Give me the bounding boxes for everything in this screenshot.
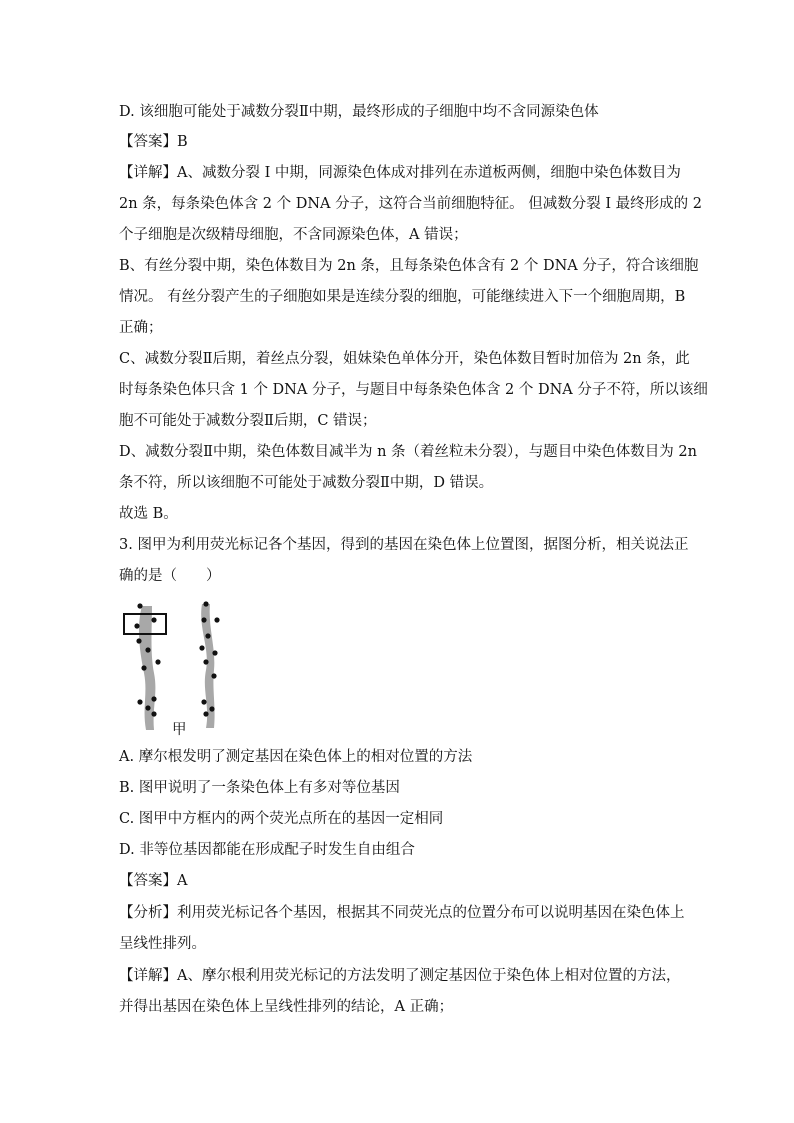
text-line: 情况。 有丝分裂产生的子细胞如果是连续分裂的细胞，可能继续进入下一个细胞周期，B — [119, 289, 686, 305]
text-line: 个子细胞是次级精母细胞，不含同源染色体，A 错误； — [119, 227, 468, 243]
answer-line: 【答案】B — [119, 134, 188, 150]
text-line: 正确； — [119, 320, 163, 336]
question-stem: 3. 图甲为利用荧光标记各个基因，得到的基因在染色体上位置图，据图分析，相关说法正 — [119, 537, 689, 553]
option-a: A. 摩尔根发明了测定基因在染色体上的相对位置的方法 — [119, 749, 473, 765]
text-line: D、减数分裂Ⅱ中期，染色体数目减半为 n 条（着丝粒未分裂），与题目中染色体数目为 2n — [119, 444, 697, 460]
text-line: C、减数分裂Ⅱ后期，着丝点分裂，姐妹染色单体分开，染色体数目暂时加倍为 2n 条，此 — [119, 351, 690, 367]
question-stem: 确的是（ ） — [119, 568, 221, 584]
chromosome-figure — [118, 598, 228, 738]
option-d: D. 非等位基因都能在形成配子时发生自由组合 — [119, 842, 415, 858]
analysis-line: 【分析】利用荧光标记各个基因，根据其不同荧光点的位置分布可以说明基因在染色体上 — [119, 905, 685, 921]
text-line: 故选 B。 — [119, 506, 178, 522]
text-line: B、有丝分裂中期，染色体数目为 2n 条，且每条染色体含有 2 个 DNA 分子，符合该细胞 — [119, 258, 699, 274]
analysis-line: 呈线性排列。 — [119, 936, 206, 952]
text-line: 条不符，所以该细胞不可能处于减数分裂Ⅱ中期，D 错误。 — [119, 475, 494, 491]
text-line: 2n 条，每条染色体含 2 个 DNA 分子，这符合当前细胞特征。 但减数分裂 I 最终形成的 2 — [119, 196, 703, 212]
text-line: 胞不可能处于减数分裂Ⅱ后期，C 错误； — [119, 413, 377, 429]
answer-line: 【答案】A — [119, 873, 188, 889]
text-line: 【详解】A、减数分裂 I 中期，同源染色体成对排列在赤道板两侧，细胞中染色体数目为 — [119, 165, 681, 181]
option-b: B. 图甲说明了一条染色体上有多对等位基因 — [119, 780, 400, 796]
explanation-line: 并得出基因在染色体上呈线性排列的结论，A 正确； — [119, 999, 454, 1015]
explanation-line: 【详解】A、摩尔根利用荧光标记的方法发明了测定基因位于染色体上相对位置的方法， — [119, 968, 681, 984]
text-line: D. 该细胞可能处于减数分裂Ⅱ中期，最终形成的子细胞中均不含同源染色体 — [119, 104, 599, 120]
figure-label: 甲 — [172, 722, 187, 738]
option-c: C. 图甲中方框内的两个荧光点所在的基因一定相同 — [119, 811, 444, 827]
text-line: 时每条染色体只含 1 个 DNA 分子，与题目中每条染色体含 2 个 DNA 分子不符，所以该细 — [119, 382, 708, 398]
